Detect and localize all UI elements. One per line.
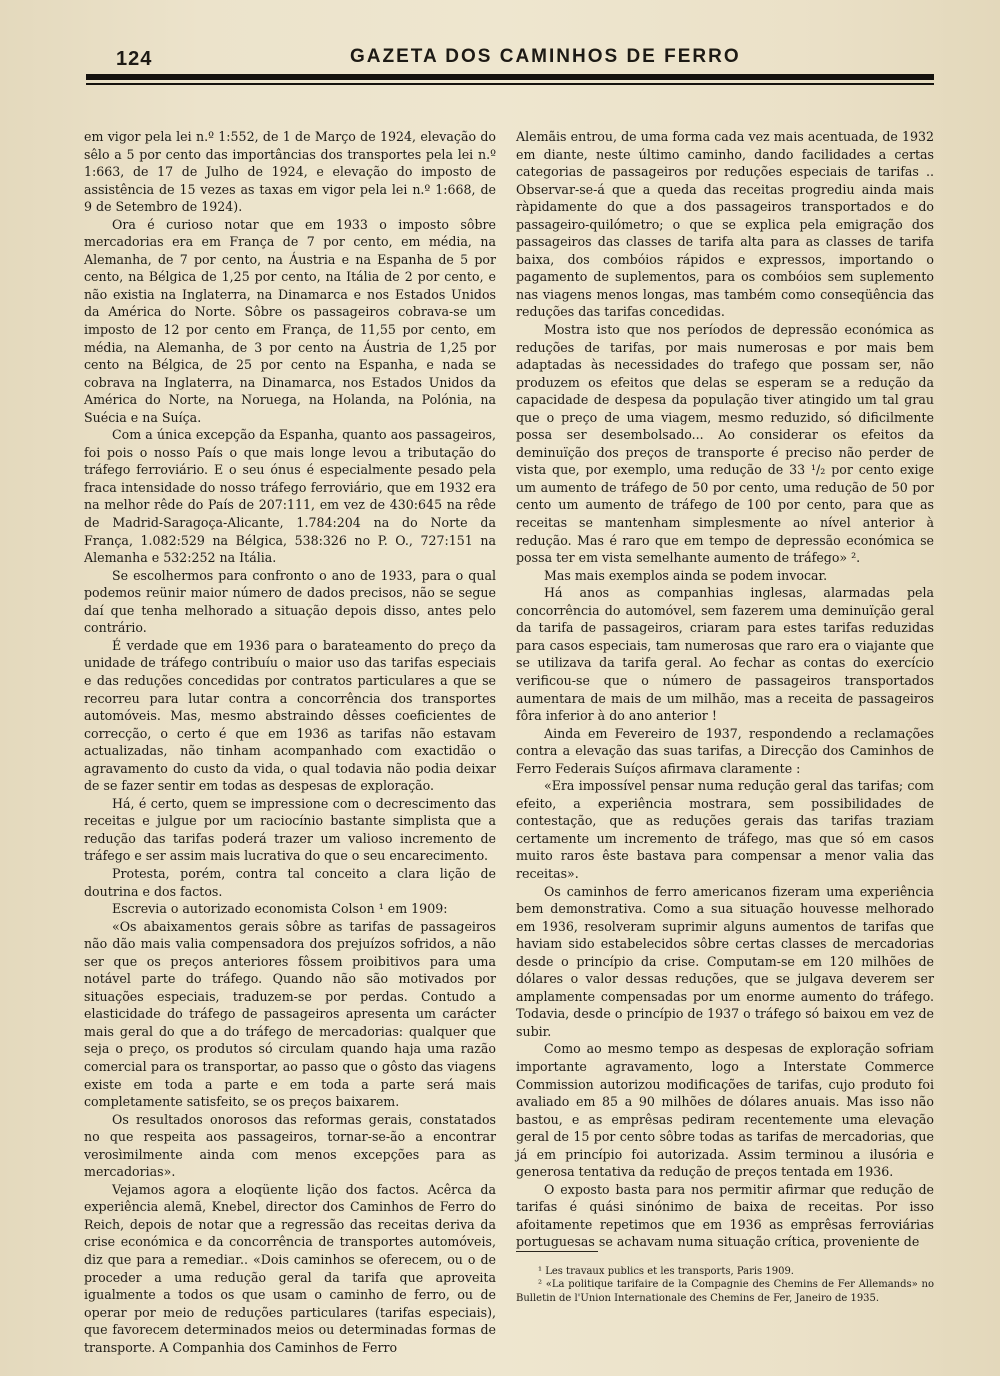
quotation-paragraph: «Os abaixamentos gerais sôbre as tarifas de passageiros não dão mais valia compensadora dos prejuízos sofridos, a não ser que os preços anteriores fôssem proibitivos para uma notável parte do tráfego. Quando não são motivados por situações especiais, traduzem-se por perdas. Contudo a elasticidade do tráfego de passageiros apresenta um carácter mais geral do que a do tráfego de mercadorias: qualquer que seja o preço, os produtos só circulam quando haja uma razão comercial para os transportar, ao passo que o gôsto das viagens existe em toda a parte e em toda a parte será mais completamente satisfeito, se os preços baixarem. [84,918,496,1110]
paragraph: Ora é curioso notar que em 1933 o imposto sôbre mercadorias era em França de 7 por cento, em média, na Alemanha, de 7 por cento, na Áustria e na Espanha de 5 por cento, na Bélgica de 1,25 por cento, na Itália de 2 por cento, e não existia na Inglaterra, na Dinamarca e nos Estados Unidos da América do Norte. Sôbre os passageiros cobrava-se um imposto de 12 por cento em França, de 11,55 por cento, em média, na Alemanha, de 3 por cento na Áustria de 1,25 por cento na Bélgica, de 25 por cento na Espanha, e nada se cobrava na Inglaterra, na Dinamarca, nos Estados Unidos da América do Norte, na Noruega, na Holanda, na Polónia, na Suécia e na Suíça. [84,216,496,425]
paragraph: Os caminhos de ferro americanos fizeram uma experiência bem demonstrativa. Como a sua situação houvesse melhorado em 1936, resolveram suprimir alguns aumentos de tarifas que haviam sido estabelecidos sôbre certas classes de mercadorias desde o princípio da crise. Computam-se em 120 milhões de dólares o valor dessas reduções, que se julgava deverem ser amplamente compensadas por um enorme aumento do tráfego. Todavia, desde o princípio de 1937 o tráfego só baixou em vez de subir. [516,883,934,1039]
quotation-paragraph: Os resultados onorosos das reformas gerais, constatados no que respeita aos passageiros, tornar-se-ão a encontrar verosìmilmente ainda com menos excepções para as mercadorias». [84,1111,496,1180]
paragraph: Vejamos agora a eloqüente lição dos factos. Acêrca da experiência alemã, Knebel, director dos Caminhos de Ferro do Reich, depois de notar que a regressão das receitas deriva da crise económica e da concorrência de transportes automóveis, diz que para a remediar.. «Dois caminhos se oferecem, ou o de proceder a uma redução geral da tarifa que aproveita igualmente a todos os que usam o caminho de ferro, ou de operar por meio de reduções particulares (tarifas especiais), que favorecem determinados meios ou determinadas formas de transporte. A Companhia dos Caminhos de Ferro [84,1181,496,1355]
paragraph: Com a única excepção da Espanha, quanto aos passageiros, foi pois o nosso País o que mais longe levou a tributação do tráfego ferroviário. E o seu ónus é especialmente pesado pela fraca intensidade do nosso tráfego ferroviário, que em 1932 era na melhor rêde do País de 207:111, em vez de 430:645 na rêde de Madrid-Saragoça-Alicante, 1.784:204 na do Norte da França, 1.082:529 na Bélgica, 538:326 no P. O., 727:151 na Alemanha e 532:252 na Itália. [84,427,496,566]
page-number: 124 [116,48,153,70]
journal-title: GAZETA DOS CAMINHOS DE FERRO [350,46,741,67]
paragraph: Ainda em Fevereiro de 1937, respondendo a reclamações contra a elevação das suas tarifas, a Direcção dos Caminhos de Ferro Federais Suíços afirmava claramente : [516,725,934,776]
header-rule-thin [86,83,934,85]
footnote-divider [516,1251,598,1252]
paragraph: Se escolhermos para confronto o ano de 1933, para o qual podemos reünir maior número de dados precisos, não se segue daí que tenha melhorado a situação depois disso, antes pelo contrário. [84,567,496,636]
paragraph: O exposto basta para nos permitir afirmar que redução de tarifas é quási sinónimo de baixa de receitas. Por isso afoitamente repetimos que em 1936 as emprêsas ferroviárias portuguesas se achavam numa situação crítica, proveniente de [516,1181,934,1250]
paragraph: Há, é certo, quem se impressione com o decrescimento das receitas e julgue por um raciocínio bastante simplista que a redução das tarifas poderá trazer um valioso incremento de tráfego e ser assim mais lucrativa do que o seu encarecimento. [84,795,496,864]
footnote: ¹ Les travaux publics et les transports, Paris 1909. [538,1266,794,1277]
right-column [516,128,934,1251]
paragraph: Protesta, porém, contra tal conceito a clara lição de doutrina e dos factos. [84,865,496,899]
left-column [84,128,496,1356]
page-header [86,42,934,88]
paragraph: Escrevia o autorizado economista Colson ¹ em 1909: [112,901,448,917]
paragraph: em vigor pela lei n.º 1:552, de 1 de Março de 1924, elevação do sêlo a 5 por cento das importâncias dos transportes pela lei n.º 1:663, de 17 de Julho de 1924, e elevação do imposto de assistência de 15 vezes as taxas em vigor pela lei n.º 1:668, de 9 de Setembro de 1924). [84,129,496,215]
quotation-paragraph: «Era impossível pensar numa redução geral das tarifas; com efeito, a experiência mostrara, sem possibilidades de contestação, que as reduções gerais das tarifas traziam certamente um incremento de tráfego, mas que só em casos muito raros êste bastava para compensar a menor valia das receitas». [516,778,934,881]
footnotes [516,1265,934,1305]
paragraph: Mas mais exemplos ainda se podem invocar. [544,567,828,583]
paragraph: Como ao mesmo tempo as despesas de exploração sofriam importante agravamento, logo a Interstate Commerce Commission autorizou modificações de tarifas, cujo produto foi avaliado em 85 a 90 milhões de dólares anuais. Mas isso não bastou, e as emprêsas pediram recentemente uma elevação geral de 15 por cento sôbre todas as tarifas de mercadorias, que já em princípio foi autorizada. Assim terminou a ilusória e generosa tentativa da redução de preços tentada em 1936. [516,1041,934,1180]
paragraph: É verdade que em 1936 para o barateamento do preço da unidade de tráfego contribuíu o maior uso das tarifas especiais e das reduções concedidas por contratos particulares a que se recorreu para lutar contra a concorrência dos transportes automóveis. Mas, mesmo abstraindo dêsses coeficientes de correcção, o certo é que em 1936 as tarifas não estavam actualizadas, não tinham acompanhado com exactidão o agravamento do custo da vida, o qual todavia não podia deixar de se fazer sentir em todas as despesas de exploração. [84,637,496,794]
header-rule-thick [86,74,934,80]
footnote: ² «La politique tarifaire de la Compagnie des Chemins de Fer Allemands» no Bulletin de l'Union Internationale des Chemins de Fer, Janeiro de 1935. [516,1279,934,1304]
paragraph: Há anos as companhias inglesas, alarmadas pela concorrência do automóvel, sem fazerem uma deminuïção geral da tarifa de passageiros, criaram para estes tarifas reduzidas para casos especiais, tam numerosas que raro era o viajante que se utilizava da tarifa geral. Ao fechar as contas do exercício verificou-se que o número de passageiros transportados aumentara de mais de um milhão, mas a receita de passageiros fôra inferior à do ano anterior ! [516,585,934,724]
paragraph: Mostra isto que nos períodos de depressão económica as reduções de tarifas, por mais numerosas e por mais bem adaptadas às necessidades do trafego que possam ser, não produzem os efeitos que delas se esperam se a redução da capacidade de despesa da população tiver atingido um tal grau que o preço de uma viagem, mesmo reduzido, só dificilmente possa ser desembolsado... Ao considerar os efeitos da deminuïção dos preços de transporte é preciso não perder de vista que, por exemplo, uma redução de 33 ¹/₂ por cento exige um aumento de tráfego de 50 por cento, uma redução de 50 por cento um aumento de tráfego de 100 por cento, para que as receitas se mantenham simplesmente ao nível anterior à redução. Mas é raro que em tempo de depressão económica se possa ter em vista semelhante aumento de tráfego» ². [516,322,934,566]
paragraph: Alemãis entrou, de uma forma cada vez mais acentuada, de 1932 em diante, neste último caminho, dando facilidades a certas categorias de passageiros por reduções especiais de tarifas .. Observar-se-á que a queda das receitas progrediu ainda mais ràpidamente do que a dos passageiros transportados e do passageiro-quilómetro; o que se explica pela emigração dos passageiros das classes de tarifa alta para as classes de tarifa baixa, dos combóios rápidos e expressos, importando o pagamento de suplementos, para os combóios sem suplemento nas viagens menos longas, mas também como conseqüência das reduções das tarifas concedidas. [516,129,934,320]
